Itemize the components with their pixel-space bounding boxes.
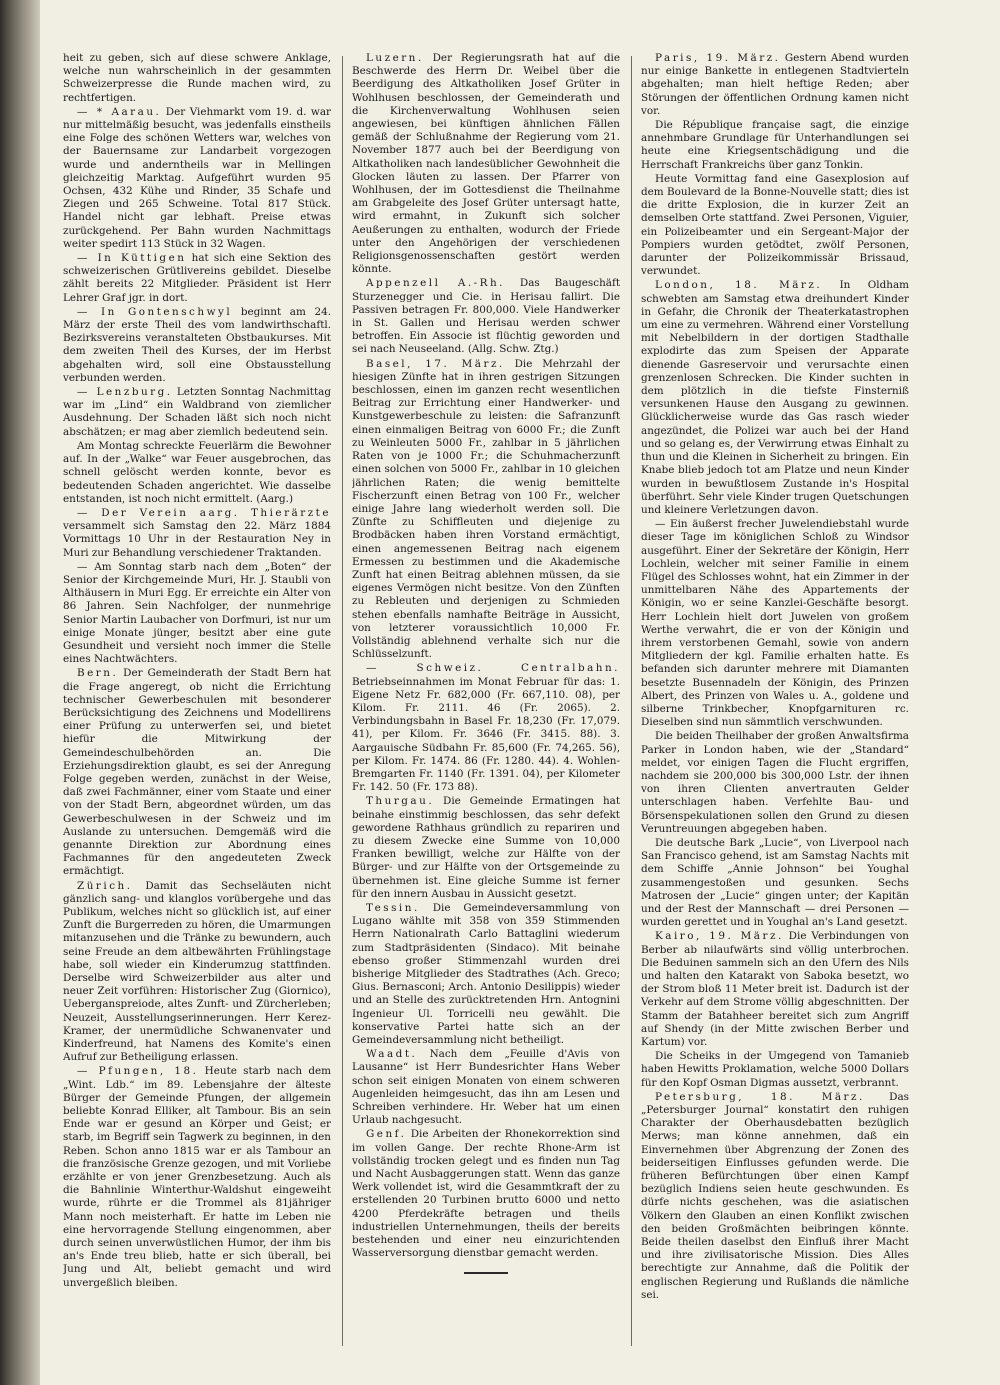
article-text: Heute Vormittag fand eine Gasexplosion auf dem Boulevard de la Bonne-Nouvelle statt; dies ist die dritte Explosion, die in kurzer Zeit an demselben Orte stattfand. Zwei Personen, Viguier, ein Polizeibeamter und ein Sergeant-Major der Pompiers wurden getödtet, zwölf Personen, darunter der Polizeikommissär Brissaud, verwundet.: [641, 172, 909, 278]
dateline: — Pfungen, 18.: [77, 1065, 199, 1078]
article-text: Die Arbeiten der Rhonekorrektion sind im vollen Gange. Der rechte Rhone-Arm ist vollständig trocken gelegt und es finden nun Tag und Nacht Ausbaggerungen statt. Wenn das ganze Werk vollendet ist, wird die Gesammtkraft der zu erstellenden 20 Turbinen brutto 6000 und netto 4200 Pferdekräfte betragen und theils industriellen Unternehmungen, theils der bereits bestehenden und einer neu einzurichtenden Wasserversorgung dienstbar gemacht werden.: [352, 1128, 620, 1260]
dateline: Genf.: [366, 1128, 407, 1141]
column-rule-left: [342, 56, 343, 1346]
dateline: — In Küttigen: [77, 252, 187, 265]
article-text: Die Scheiks in der Umgegend von Tamanieb haben Hewitts Proklamation, welche 5000 Dollars für den Kopf Osman Digmas aussetzt, verbrannt.: [641, 1050, 909, 1089]
article-paragraph: [641, 837, 909, 929]
article-paragraph: [641, 518, 909, 729]
dateline: Appenzell A.-Rh.: [366, 277, 505, 290]
article-paragraph: [352, 358, 620, 662]
article-text: heit zu geben, sich auf diese schwere Anklage, welche nun wahrscheinlich in der gesammten Schweizerpresse die Runde machen wird, zu rechtfertigen.: [63, 52, 331, 104]
article-paragraph: [63, 106, 331, 251]
article-text: Am Montag schreckte Feuerlärm die Bewohner auf. In der „Walke“ war Feuer ausgebrochen, das schnell gelöscht werden konnte, bevor es bedeutenden Schaden angerichtet. Wie dasselbe entstanden, ist noch nicht ermittelt. (Aarg.): [63, 439, 331, 505]
article-paragraph: [63, 386, 331, 439]
article-text: Gestern Abend wurden nur einige Bankette in entlegenen Stadtvierteln abgehalten; man hielt heftige Reden; aber Störungen der öffentlichen Ordnung kamen nicht vor.: [641, 52, 909, 117]
article-text: beginnt am 24. März der erste Theil des vom landwirthschaftl. Bezirksvereins veranstalteten Obstbaukurses. Mit dem zweiten Theil des Kurses, der im Herbst abgehalten wird, soll eine Obstausstellung verbunden werden.: [63, 305, 331, 384]
article-text: hat sich eine Sektion des schweizerischen Grütlivereins gebildet. Dieselbe zählt bereits 22 Mitglieder. Präsident ist Herr Lehrer Graf jgr. in dort.: [63, 252, 331, 304]
dateline: — * Aarau.: [77, 105, 162, 118]
dateline: Basel, 17. März.: [366, 357, 505, 370]
article-paragraph: [352, 1048, 620, 1127]
dateline: Waadt.: [366, 1048, 418, 1061]
article-text: In Oldham schwebten am Samstag etwa dreihundert Kinder in Gefahr, die Chronik der Theaterkatastrophen um eine zu vermehren. Während einer Vorstellung mit Nebelbildern in der dortigen Stadthalle explodirte das zum Speisen der Apparate dienende Gasreservoir und verursachte einen grenzenlosen Schrecken. Die Kinder suchten in dem plötzlich in die tiefste Finsterniß versunkenen Hause den Ausgang zu gewinnen. Glücklicherweise wurde das Gas rasch wieder angezündet, die Polizei war auch bei der Hand und so gelang es, der Verwirrung etwas Einhalt zu thun und die Kleinen in Sicherheit zu bringen. Ein Knabe blieb jedoch tot am Platze und neun Kinder wurden in bewußtlosem Zustande in's Hospital überführt. Sehr viele Kinder trugen Quetschungen und kleinere Verletzungen davon.: [641, 279, 909, 516]
dateline: Paris, 19. März.: [655, 52, 781, 64]
dateline: Bern.: [77, 667, 119, 680]
article-paragraph: [63, 1065, 331, 1289]
article-text: Die deutsche Bark „Lucie“, von Liverpool nach San Francisco gehend, ist am Samstag Nachts mit dem Schiffe „Annie Johnson“ bei Youghal zusammengestoßen und gesunken. Sechs Matrosen der „Lucie“ gingen unter; der Kapitän und der Rest der Mannschaft — drei Personen — wurden gerettet und in Youghal an's Land gesetzt.: [641, 836, 909, 929]
article-text: Der Viehmarkt vom 19. d. war nur mittelmäßig besucht, was jedenfalls einstheils eine Folge des schönen Wetters war, welches von der Bauernsame zur Landarbeit vorgezogen wurde und anderntheils war in Mellingen gleichzeitig Marktag. Aufgeführt wurden 95 Ochsen, 432 Kühe und Rinder, 35 Schafe und Ziegen und 265 Schweine. Total 817 Stück. Handel nicht gar lebhaft. Preise etwas zurückgehend. Per Bahn wurden Nachmittags weiter spedirt 113 Stück in 32 Wagen.: [63, 105, 331, 250]
article-text: Die Mehrzahl der hiesigen Zünfte hat in ihren gestrigen Sitzungen beschlossen, einen im ganzen recht wesentlichen Beitrag zur Errichtung einer Handwerker- und Kunstgewerbeschule zu leisten: die Safranzunft einen einmaligen Beitrag von 6000 Fr.; die Zunft zu Weinleuten 5000 Fr., zahlbar in 5 jährlichen Raten von je 1000 Fr.; die Schuhmacherzunft einen solchen von 5000 Fr., zahlbar in 10 gleichen jährlichen Raten; die wenig bemittelte Fischerzunft einen Betrag von 100 Fr., welcher einige Jahre lang wiederholt werden soll. Die Zünfte zu Schiffleuten und diejenige zu Brodbäcken haben ihren Vorstand ermächtigt, einen angemessenen Beitrag nach eigenem Ermessen zu bestimmen und die Akademische Zunft hat einen Beitrag ablehnen müssen, da sie eigenes Vermögen nicht besitze. Von den Zünften zu Rebleuten und derjenigen zu Schmieden stehen ebenfalls namhafte Beiträge in Aussicht, von letzterer voraussichtlich 10,000 Fr. Vollständig ablehnend verhalte sich nur die Schlüsselzunft.: [352, 357, 620, 661]
article-paragraph: [63, 252, 331, 305]
article-paragraph: [641, 173, 909, 279]
article-text: Heute starb nach dem „Wint. Ldb.“ im 89. Lebensjahre der älteste Bürger der Gemeinde Pfungen, der allgemein beliebte Konrad Elliker, alt Tambour. Bis an sein Ende war er gesund an Körper und Geist; er starb, im Begriff sein Tagwerk zu beginnen, in den Reben. Schon anno 1815 war er als Tambour an die französische Grenze gezogen, und mit Vorliebe erzählte er von jener Grenzbesetzung. Auch als die Bahnlinie Winterthur-Waldshut eingeweiht wurde, rührte er die Trommel als 81jähriger Mann noch meisterhaft. Er hatte im Leben nie eine hervorragende Stellung eingenommen, aber durch seinen unverwüstlichen Humor, der ihm bis an's Ende treu blieb, hatte er sich überall, bei Jung und Alt, beliebt gemacht und wird unvergeßlich bleiben.: [63, 1065, 331, 1289]
dateline: Luzern.: [366, 52, 424, 64]
article-paragraph: [63, 880, 331, 1065]
article-paragraph: [641, 52, 909, 118]
article-text: Betriebseinnahmen im Monat Februar für das: 1. Eigene Netz Fr. 682,000 (Fr. 667,110. 08), per Kilom. Fr. 2111. 46 (Fr. 2065). 2. Verbindungsbahn in Basel Fr. 18,230 (Fr. 17,079. 41), per Kilom. Fr. 3646 (Fr. 3415. 88). 3. Aargauische Südbahn Fr. 85,600 (Fr. 74,265. 56), per Kilom. Fr. 1474. 86 (Fr. 1280. 44). 4. Wohlen-Bremgarten Fr. 1140 (Fr. 1391. 04), per Kilometer Fr. 142. 50 (Fr. 173 88).: [352, 675, 620, 794]
end-rule: [464, 1272, 508, 1274]
dateline: — In Gontenschwyl: [77, 305, 233, 318]
article-paragraph: [352, 795, 620, 901]
article-text: — Ein äußerst frecher Juwelendiebstahl wurde dieser Tage im königlichen Schloß zu Windsor ausgeführt. Einer der Sekretäre der Königin, Herr Lochlein, welcher mit seiner Familie in einem Flügel des Schlosses wohnt, hat ein Zimmer in der unmittelbaren Nähe des Appartements der Königin, wo er seine Kanzlei-Geschäfte besorgt. Herr Lochlein hielt dort Juwelen von großem Werthe verwahrt, die er von der Königin und ihrem verstorbenen Gemahl, sowie von andern Mitgliedern der kgl. Familie erhalten hatte. Es befanden sich darunter mehrere mit Diamanten besetzte Busennadeln der Königin, des Prinzen Albert, des Prinzen von Wales u. A., goldene und silberne Trinkbecher, Knopfgarnituren rc. Dieselben sind nun sämmtlich verschwunden.: [641, 518, 909, 729]
article-text: Nach dem „Feuille d'Avis von Lausanne“ ist Herr Bundesrichter Hans Weber schon seit einigen Monaten von einem schweren Augenleiden heimgesucht, das ihn am Lesen und Schreiben verhindere. Hr. Weber hat um einen Urlaub nachgesucht.: [352, 1048, 620, 1127]
article-paragraph: [352, 277, 620, 356]
article-paragraph: [63, 667, 331, 878]
dateline: Kairo, 19. März.: [655, 930, 784, 943]
dateline: Thurgau.: [366, 795, 435, 808]
dateline: London, 18. März.: [655, 279, 823, 292]
article-paragraph: [63, 306, 331, 385]
column-middle: [352, 52, 620, 1352]
dateline: Tessin.: [366, 902, 420, 914]
article-text: Die beiden Theilhaber der großen Anwaltsfirma Parker in London haben, wie der „Standard“ meldet, vor einigen Tagen die Flucht ergriffen, nachdem sie 200,000 bis 300,000 Lstr. der ihnen von ihren Clienten anvertrauten Gelder unterschlagen haben. Verfehlte Bau- und Börsenspekulationen sollen den Grund zu diesen Veruntreuungen abgegeben haben.: [641, 730, 909, 835]
dateline: Petersburg, 18. März.: [655, 1090, 865, 1103]
article-paragraph: [641, 1091, 909, 1302]
article-text: — Am Sonntag starb nach dem „Boten“ der Senior der Kirchgemeinde Muri, Hr. J. Staubli von Althäusern in Muri Egg. Er erreichte ein Alter von 86 Jahren. Sein Nachfolger, der nunmehrige Senior Martin Laubacher von Dorfmuri, ist nur um einige Monate jünger, besitzt aber eine gute Gesundheit und versieht noch immer die Stelle eines Nachtwächters.: [63, 560, 331, 666]
article-text: Die Gemeindeversammlung von Lugano wählte mit 358 von 359 Stimmenden Herrn Nationalrath Carlo Battaglini wiederum zum Stadtpräsidenten (Sindaco). Mit beinahe ebenso großer Stimmenzahl wurden drei bisherige Mitglieder des Stadtrathes (Ach. Greco; Gius. Bernasconi; Arch. Antonio Desilippis) wieder und an Stelle des zurücktretenden Hrn. Antognini Ingenieur Ul. Torricelli neu gewählt. Die konservative Partei hatte sich an der Gemeindeversammlung nicht betheiligt.: [352, 902, 620, 1047]
article-text: Die Gemeinde Ermatingen hat beinahe einstimmig beschlossen, das sehr defekt gewordene Rathhaus gründlich zu repariren und zu diesem Zwecke eine Summe von 10,000 Franken bewilligt, welche zur Hälfte von der Bürger- und zur Hälfte von der Ortsgemeinde zu übernehmen ist. Eine gleiche Summe ist ferner für den innern Ausbau in Aussicht gesetzt.: [352, 795, 620, 900]
article-paragraph: [352, 662, 620, 794]
article-paragraph: [352, 902, 620, 1047]
article-paragraph: [352, 52, 620, 276]
column-left: [63, 52, 331, 1352]
article-text: Das Baugeschäft Sturzenegger und Cie. in Herisau fallirt. Die Passiven betragen Fr. 800,000. Viele Handwerker in St. Gallen und Herisau werden schwer betroffen. Ein Associe ist flüchtig geworden und sei nach Neuseeland. (Allg. Schw. Ztg.): [352, 277, 620, 356]
article-paragraph: [63, 507, 331, 560]
article-paragraph: [63, 440, 331, 506]
dateline: Zürich.: [77, 879, 133, 892]
dateline: — Lenzburg.: [77, 386, 173, 399]
article-text: Die République française sagt, die einzige annehmbare Grundlage für Unterhandlungen sei heute eine Kriegsentschädigung und die Herrschaft Frankreichs über ganz Tonkin.: [641, 119, 909, 171]
article-paragraph: [63, 52, 331, 105]
article-paragraph: [641, 730, 909, 836]
article-paragraph: [641, 930, 909, 1049]
article-text: Die Verbindungen von Berber ab nilaufwärts sind völlig unterbrochen. Die Beduinen sammeln sich an den Ufern des Nils und halten den Katarakt von Saboka besetzt, wo der Strom bloß 11 Meter breit ist. Dadurch ist der Verkehr auf dem Strome völlig abgeschnitten. Der Stamm der Batahheer bereitet sich zum Angriff auf Shendy (in der Mitte zwischen Berber und Kartum) vor.: [641, 930, 909, 1049]
article-paragraph: [641, 279, 909, 517]
article-text: versammelt sich Samstag den 22. März 1884 Vormittags 10 Uhr in der Restauration Ney in Muri zur Behandlung verschiedener Traktanden.: [63, 520, 331, 559]
article-text: Der Regierungsrath hat auf die Beschwerde des Herrn Dr. Weibel über die Beerdigung des Altkatholiken Josef Grüter in Wohlhusen beschlossen, der Gemeinderath und die Kirchenverwaltung Wohlhusen seien angewiesen, bei künftigen ähnlichen Fällen gemäß der Schlußnahme der Regierung vom 21. November 1877 auch bei der Beerdigung von Altkatholiken nach landesüblicher Gewohnheit die Glocken läuten zu lassen. Der Pfarrer von Wohlhusen, der im Gottesdienst die Theilnahme am Grabgeleite des Josef Grüter untersagt hatte, wird ermahnt, in Zukunft sich solcher Aeußerungen zu enthalten, wodurch der Friede unter den Angehörigen der verschiedenen Religionsgenossenschaften gestört werden könnte.: [352, 52, 620, 276]
article-paragraph: [641, 119, 909, 172]
article-paragraph: [352, 1128, 620, 1260]
article-text: Letzten Sonntag Nachmittag war im „Lind“ ein Waldbrand von ziemlicher Ausdehnung. Der Schaden läßt sich noch nicht abschätzen; er mag aber ziemlich bedeutend sein.: [63, 386, 331, 438]
article-paragraph: [641, 1050, 909, 1090]
article-text: Der Gemeinderath der Stadt Bern hat die Frage angeregt, ob nicht die Errichtung technischer Gewerbeschulen mit besonderer Berücksichtigung des Zeichnens und Modellirens einer Prüfung zu unterwerfen sei, und bietet hiefür die Mitwirkung der Gemeindeschulbehörden an. Die Erziehungsdirektion glaubt, es sei der Anregung Folge gegeben werden, zunächst in der Weise, daß zwei Fachmänner, einer vom Staate und einer von der Stadt Bern, abgeordnet würden, um das Gewerbeschulwesen in der Schweiz und im Auslande zu untersuchen. Demgemäß wird die genannte Direktion zur Abordnung eines Fachmannes für den angedeuteten Zweck ermächtigt.: [63, 667, 331, 878]
dateline: — Der Verein aarg. Thierärzte: [77, 506, 331, 519]
article-paragraph: [63, 561, 331, 667]
column-rule-right: [631, 56, 632, 1346]
article-text: Das „Petersburger Journal“ konstatirt den ruhigen Charakter der Oberhausdebatten bezüglich Merws; man könne annehmen, daß ein Einvernehmen über Abgrenzung der Zonen des beiderseitigen Einflusses gefunden werde. Die früheren Befürchtungen über einen Kampf bezüglich Indiens seien heute geschwunden. Es dürfe nichts geschehen, was die asiatischen Völkern den Glauben an einen Konflikt zwischen den beiden Großmächten beibringen könnte. Beide theilen daselbst den Einfluß ihrer Macht und ihre zivilisatorische Mission. Dies Alles berechtigte zur Annahme, daß die Politik der englischen Regierung und Rußlands die nämliche sei.: [641, 1090, 909, 1301]
column-right: [641, 52, 909, 1352]
book-binding-shadow: [0, 0, 40, 1385]
dateline: — Schweiz. Centralbahn.: [366, 662, 620, 675]
article-text: Damit das Sechseläuten nicht gänzlich sang- und klanglos vorübergehe und das Publikum, welches nicht so glücklich ist, auf einer Zunft die Burgerreden zu hören, die Umarmungen mitanzusehen und die Tränke zu bewundern, auch seine Freude an dem altbewährten Frühlingstage habe, soll wieder ein Kinderumzug stattfinden. Derselbe wird Schweizerbilder aus alter und neuer Zeit vorführen: Historischer Zug (Giornico), Ueberganspreiode, altes Zunft- und Zürcherleben; Neuzeit, Ausstellungserinnerungen. Herr Kerez-Kramer, der unermüdliche Schwanenvater und Kinderfreund, hat Namens des Komite's einen Aufruf zur Betheiligung erlassen.: [63, 879, 331, 1064]
